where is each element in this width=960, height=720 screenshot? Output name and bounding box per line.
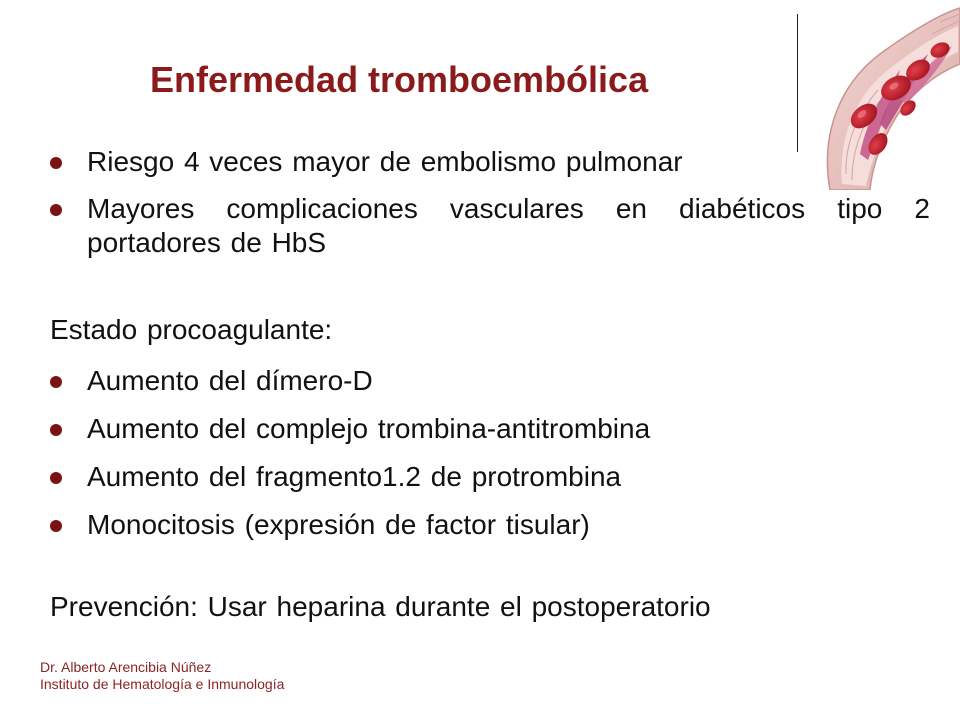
bullet-item: [50, 145, 930, 179]
bullet-text: Monocitosis (expresión de factor tisular): [87, 509, 590, 540]
bullet-text: Riesgo 4 veces mayor de embolismo pulmonar: [87, 146, 683, 177]
slide-footer: [40, 659, 284, 693]
bullet-item: [50, 192, 930, 260]
procoagulant-bullet-list: [50, 364, 930, 556]
bullet-text: Aumento del fragmento1.2 de protrombina: [87, 461, 622, 492]
bullet-item: [50, 508, 930, 542]
bullet-dot-icon: [50, 520, 62, 532]
footer-institution: Instituto de Hematología e Inmunología: [40, 676, 285, 692]
bullet-text: Mayores complicaciones vasculares en diabéticos tipo 2 portadores de HbS: [87, 193, 930, 258]
section-heading: Estado procoagulante:: [50, 314, 333, 345]
bullet-item: [50, 460, 930, 494]
bullet-dot-icon: [50, 472, 62, 484]
prevention-text: Prevención: Usar heparina durante el postoperatorio: [50, 591, 711, 622]
bullet-text: Aumento del complejo trombina-antitrombina: [87, 413, 651, 444]
slide-title: Enfermedad tromboembólica: [150, 59, 649, 100]
bullet-dot-icon: [50, 204, 62, 216]
bullet-dot-icon: [50, 157, 62, 169]
title-divider: [797, 14, 798, 152]
top-bullet-list: [50, 145, 930, 273]
bullet-dot-icon: [50, 376, 62, 388]
bullet-item: [50, 364, 930, 398]
bullet-text: Aumento del dímero-D: [87, 365, 373, 396]
bullet-dot-icon: [50, 424, 62, 436]
bullet-item: [50, 412, 930, 446]
footer-author: Dr. Alberto Arencibia Núñez: [40, 659, 212, 675]
